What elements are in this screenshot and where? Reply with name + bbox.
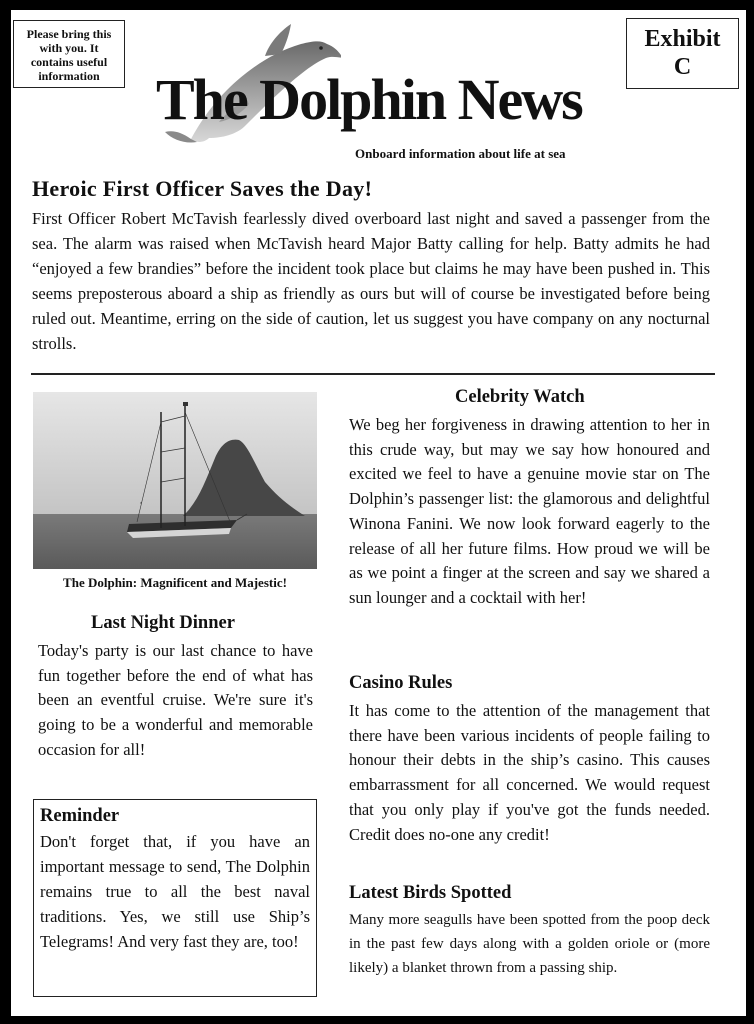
exhibit-word: Exhibit [644,26,721,52]
casino-body: It has come to the attention of the management that there have been various incidents of people failing to honour their debts in the ship’s casino. This causes embarrassment for all concerned. We would request that you only play if you've got the funds needed. Credit does no-one any credit! [349,701,710,844]
birds-heading: Latest Birds Spotted [349,883,512,903]
casino-heading: Casino Rules [349,673,453,693]
lead-article-body: First Officer Robert McTavish fearlessly dived overboard last night and saved a passenger from the sea. The alarm was raised when McTavish heard Major Batty calling for help. Batty admits he had “enjoyed a few brandies” before the incident took place but claims he may have been pushed in. This seems preposterous aboard a ship as friendly as ours but will of course be investigated before being ruled out. Meantime, erring on the side of caution, let us suggest you have company on any nocturnal strolls. [32,209,710,353]
reminder-body: Don't forget that, if you have an important message to send, The Dolphin remains true to all the best naval traditions. Yes, we still use Ship’s Telegrams! And very fast they are, too! [40,832,310,951]
bring-this-note: Please bring this with you. It contains useful information [13,20,125,88]
photo-caption: The Dolphin: Magnificent and Majestic! [63,575,287,590]
reminder-heading: Reminder [40,806,120,826]
celebrity-body: We beg her forgiveness in drawing attention to her in this crude way, but may we say how honoured and excited we feel to have a genuine movie star on The Dolphin’s passenger list: the glamorous and delightful Winona Fanini. We now look forward eagerly to the release of all her future films. How proud we will be as we point a finger at the screen and say we shared a sun lounger and a cocktail with her! [349,415,710,607]
section-divider [31,373,715,375]
lead-headline: Heroic First Officer Saves the Day! [32,176,373,201]
ship-photo [33,392,317,569]
masthead-title: The Dolphin News [156,67,582,132]
newsletter-page [11,10,746,1016]
dinner-heading: Last Night Dinner [91,613,235,633]
birds-body: Many more seagulls have been spotted from the poop deck in the past few days along with a golden oriole or (more likely) a blanket thrown from a passing ship. [349,912,710,976]
celebrity-heading: Celebrity Watch [455,387,585,407]
exhibit-label [626,18,739,89]
exhibit-letter: C [673,54,692,80]
reminder-box [33,799,317,997]
masthead-tagline: Onboard information about life at sea [355,146,566,161]
dinner-body: Today's party is our last chance to have fun together before the end of what has been an eventful cruise. We're sure it's going to be a wonderful and memorable occasion for all! [38,641,313,759]
